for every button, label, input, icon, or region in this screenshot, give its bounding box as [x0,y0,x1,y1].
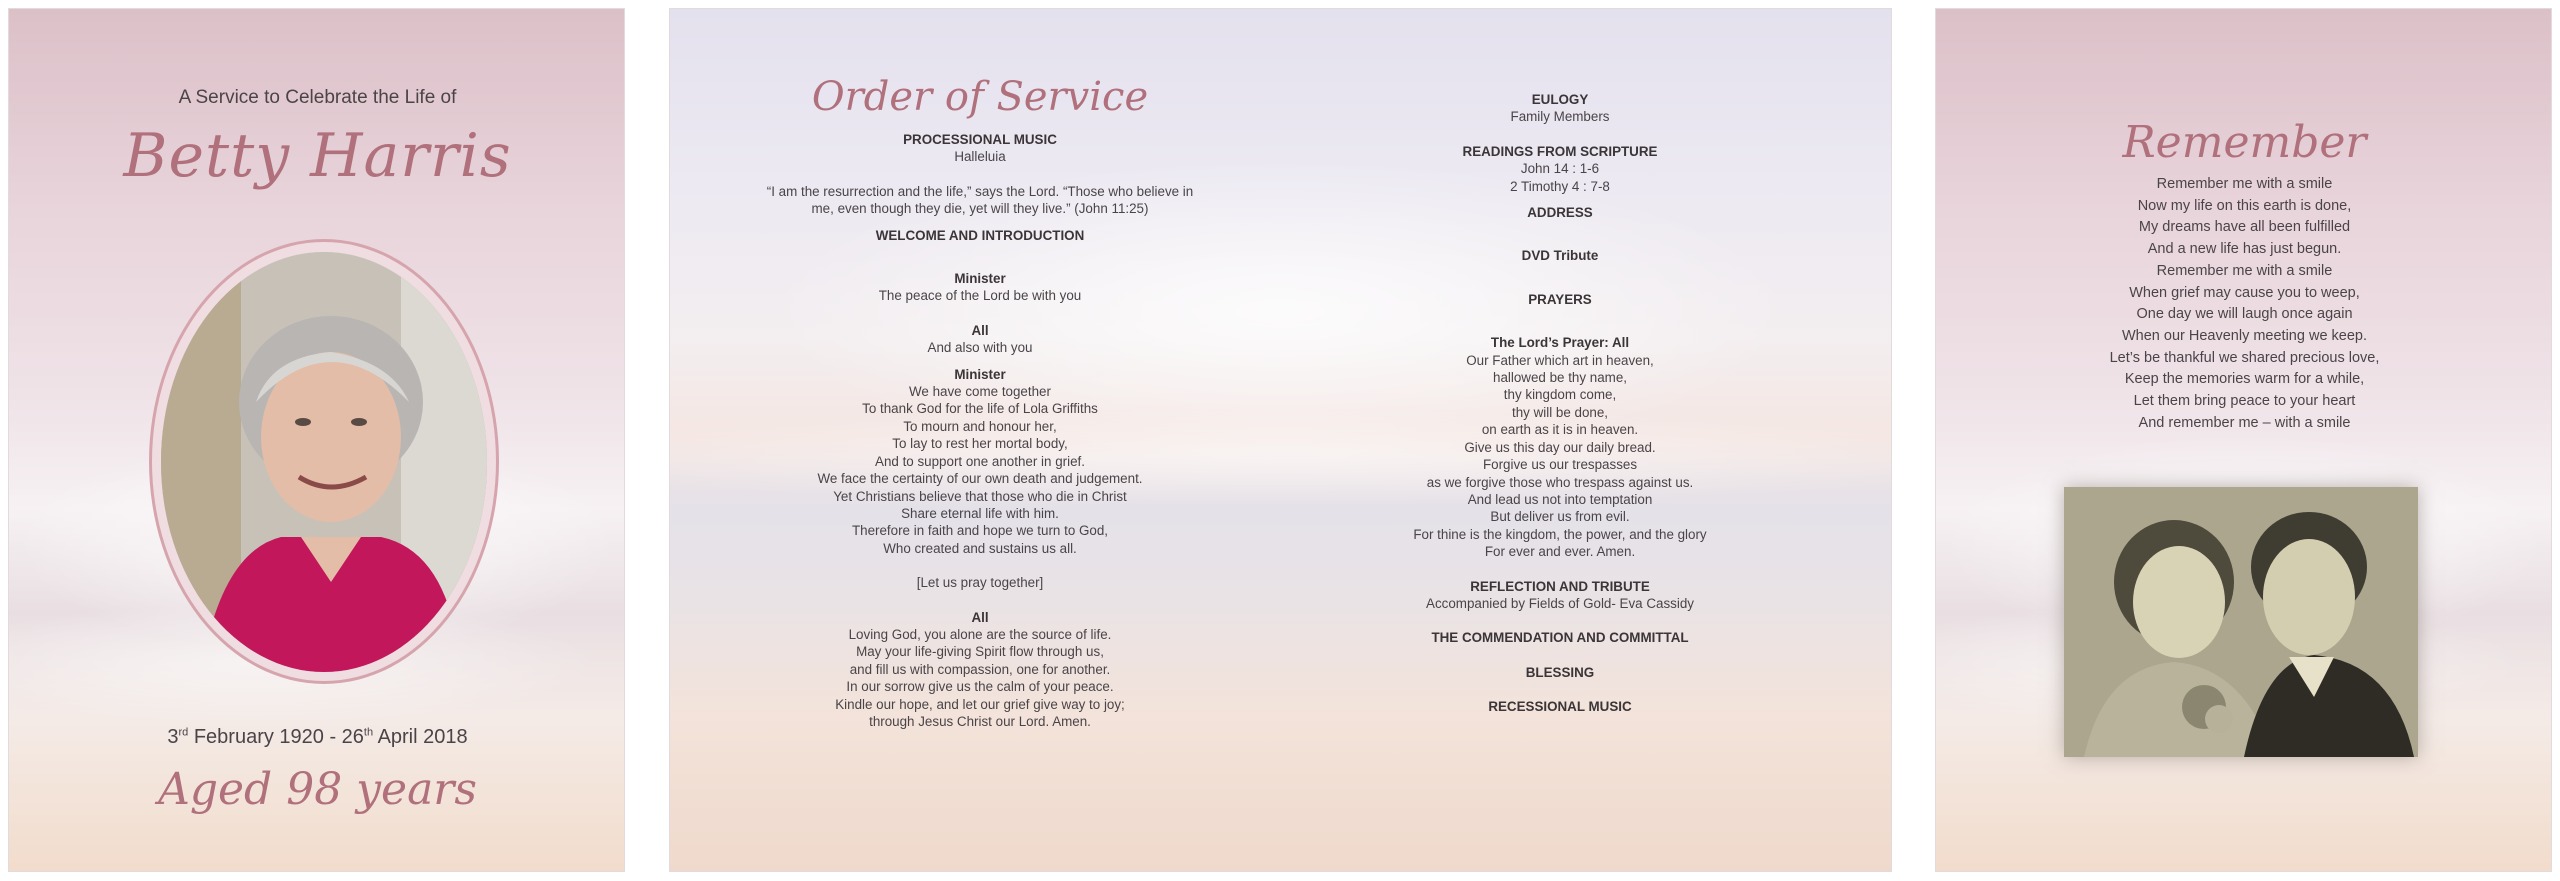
service-line: on earth as it is in heaven. [1481,422,1639,438]
service-heading: WELCOME AND INTRODUCTION [875,227,1085,243]
poem-line: Let’s be thankful we shared precious love, [2109,349,2380,366]
cover-panel [8,8,625,872]
spacer [730,166,1230,183]
service-heading: DVD Tribute [1521,248,1599,264]
service-heading: All [971,609,989,625]
service-line: Loving God, you alone are the source of life. [848,626,1112,642]
service-line: May your life-giving Spirit flow through us, [856,644,1104,660]
spacer [1310,647,1810,664]
service-items-left [730,131,1230,730]
birth-date-rest: February 1920 - 26 [188,726,364,748]
poem-line: Let them bring peace to your heart [2133,393,2356,410]
death-date-rest: April 2018 [373,726,468,748]
service-line: Accompanied by Fields of Gold- Eva Cassidy [1426,595,1694,611]
service-heading: REFLECTION AND TRIBUTE [1470,578,1650,594]
service-heading: Minister [954,366,1006,382]
service-heading: PRAYERS [1528,291,1592,307]
portrait-photo [161,252,487,672]
spacer [1310,126,1810,143]
spacer [1310,221,1810,247]
poem-line: When our Heavenly meeting we keep. [2121,327,2368,344]
service-heading: READINGS FROM SCRIPTURE [1462,143,1658,159]
service-line: Yet Christians believe that those who die in Christ [833,488,1127,504]
service-line: Halleluia [954,149,1006,165]
remember-title: Remember [2122,117,2367,168]
poem-line: And a new life has just begun. [2147,241,2342,258]
service-line: For ever and ever. Amen. [1484,544,1636,560]
service-heading: BLESSING [1525,664,1595,680]
service-line: The peace of the Lord be with you [878,288,1082,304]
spacer [1310,612,1810,629]
service-line: and fill us with compassion, one for another. [849,661,1111,677]
service-line: “I am the resurrection and the life,” says the Lord. “Those who believe in [766,183,1194,199]
service-line: Family Members [1510,109,1610,125]
service-line: For thine is the kingdom, the power, and the glory [1413,526,1707,542]
service-line: Therefore in faith and hope we turn to God, [851,523,1109,539]
service-line: hallowed be thy name, [1493,370,1627,386]
couple-photo [2064,487,2418,757]
service-heading: ADDRESS [1527,205,1593,221]
service-line: We have come together [909,384,1051,400]
age-text: Aged 98 years [158,764,477,815]
service-line: To lay to rest her mortal body, [892,436,1068,452]
service-line: Who created and sustains us all. [883,540,1077,556]
service-line: Give us this day our daily bread. [1464,439,1656,455]
remember-poem [1936,174,2552,434]
service-line: But deliver us from evil. [1490,509,1630,525]
service-heading: EULOGY [1531,92,1589,107]
birth-day: 3 [167,726,179,748]
service-line: Forgive us our trespasses [1482,457,1638,473]
poem-line: My dreams have all been fulfilled [2138,219,2351,236]
service-line: Kindle our hope, and let our grief give way to joy; [835,696,1125,712]
spacer [730,592,1230,609]
spacer [730,305,1230,322]
service-heading: THE COMMENDATION AND COMMITTAL [1431,630,1689,646]
poem-line: One day we will laugh once again [2136,306,2353,323]
spacer [730,244,1230,270]
poem-line: Remember me with a smile [2156,262,2333,279]
poem-line: Now my life on this earth is done, [2137,197,2352,214]
service-column-left [730,73,1230,730]
service-line: [Let us pray together] [916,575,1044,591]
spacer [730,218,1230,227]
service-line: thy will be done, [1511,404,1609,420]
service-line: To thank God for the life of Lola Griffiths [862,401,1098,417]
service-heading: The Lord’s Prayer: All [1490,335,1630,351]
service-line: as we forgive those who trespass against us. [1426,474,1694,490]
poem-line: And remember me – with a smile [2138,414,2351,431]
spacer [1310,561,1810,578]
life-dates [9,726,625,749]
spacer [1310,681,1810,698]
service-line: through Jesus Christ our Lord. Amen. [869,713,1091,729]
service-line: We face the certainty of our own death and judgement. [817,471,1143,487]
service-heading: Minister [954,271,1006,287]
service-line: me, even though they die, yet will they live.” (John 11:25) [811,201,1149,217]
service-line: 2 Timothy 4 : 7-8 [1510,178,1610,194]
death-ordinal: th [363,726,374,739]
service-line: John 14 : 1-6 [1520,161,1600,177]
back-panel [1935,8,2552,872]
service-heading: All [971,322,989,338]
spacer [1310,195,1810,204]
service-column-right [1310,91,1810,716]
poem-line: Keep the memories warm for a while, [2124,371,2365,388]
spacer [730,557,1230,574]
poem-line: When grief may cause you to weep, [2129,284,2360,301]
birth-ordinal: rd [178,726,189,739]
poem-line: Remember me with a smile [2156,176,2333,192]
service-line: Our Father which art in heaven, [1466,352,1654,368]
service-line: To mourn and honour her, [903,418,1057,434]
service-line: In our sorrow give us the calm of your peace. [846,679,1114,695]
service-items-right [1310,91,1810,716]
cover-subtitle: A Service to Celebrate the Life of [178,87,457,108]
service-line: And to support one another in grief. [875,453,1085,469]
service-heading: PROCESSIONAL MUSIC [903,132,1057,147]
service-line: And also with you [927,340,1033,356]
service-heading: RECESSIONAL MUSIC [1488,699,1632,715]
service-line: And lead us not into temptation [1467,491,1653,507]
spacer [1310,265,1810,291]
order-of-service-title: Order of Service [811,74,1149,120]
service-line: Share eternal life with him. [901,505,1059,521]
spacer [730,357,1230,366]
deceased-name: Betty Harris [123,121,512,191]
service-line: thy kingdom come, [1503,387,1617,403]
order-of-service-panel [669,8,1892,872]
spacer [1310,308,1810,334]
